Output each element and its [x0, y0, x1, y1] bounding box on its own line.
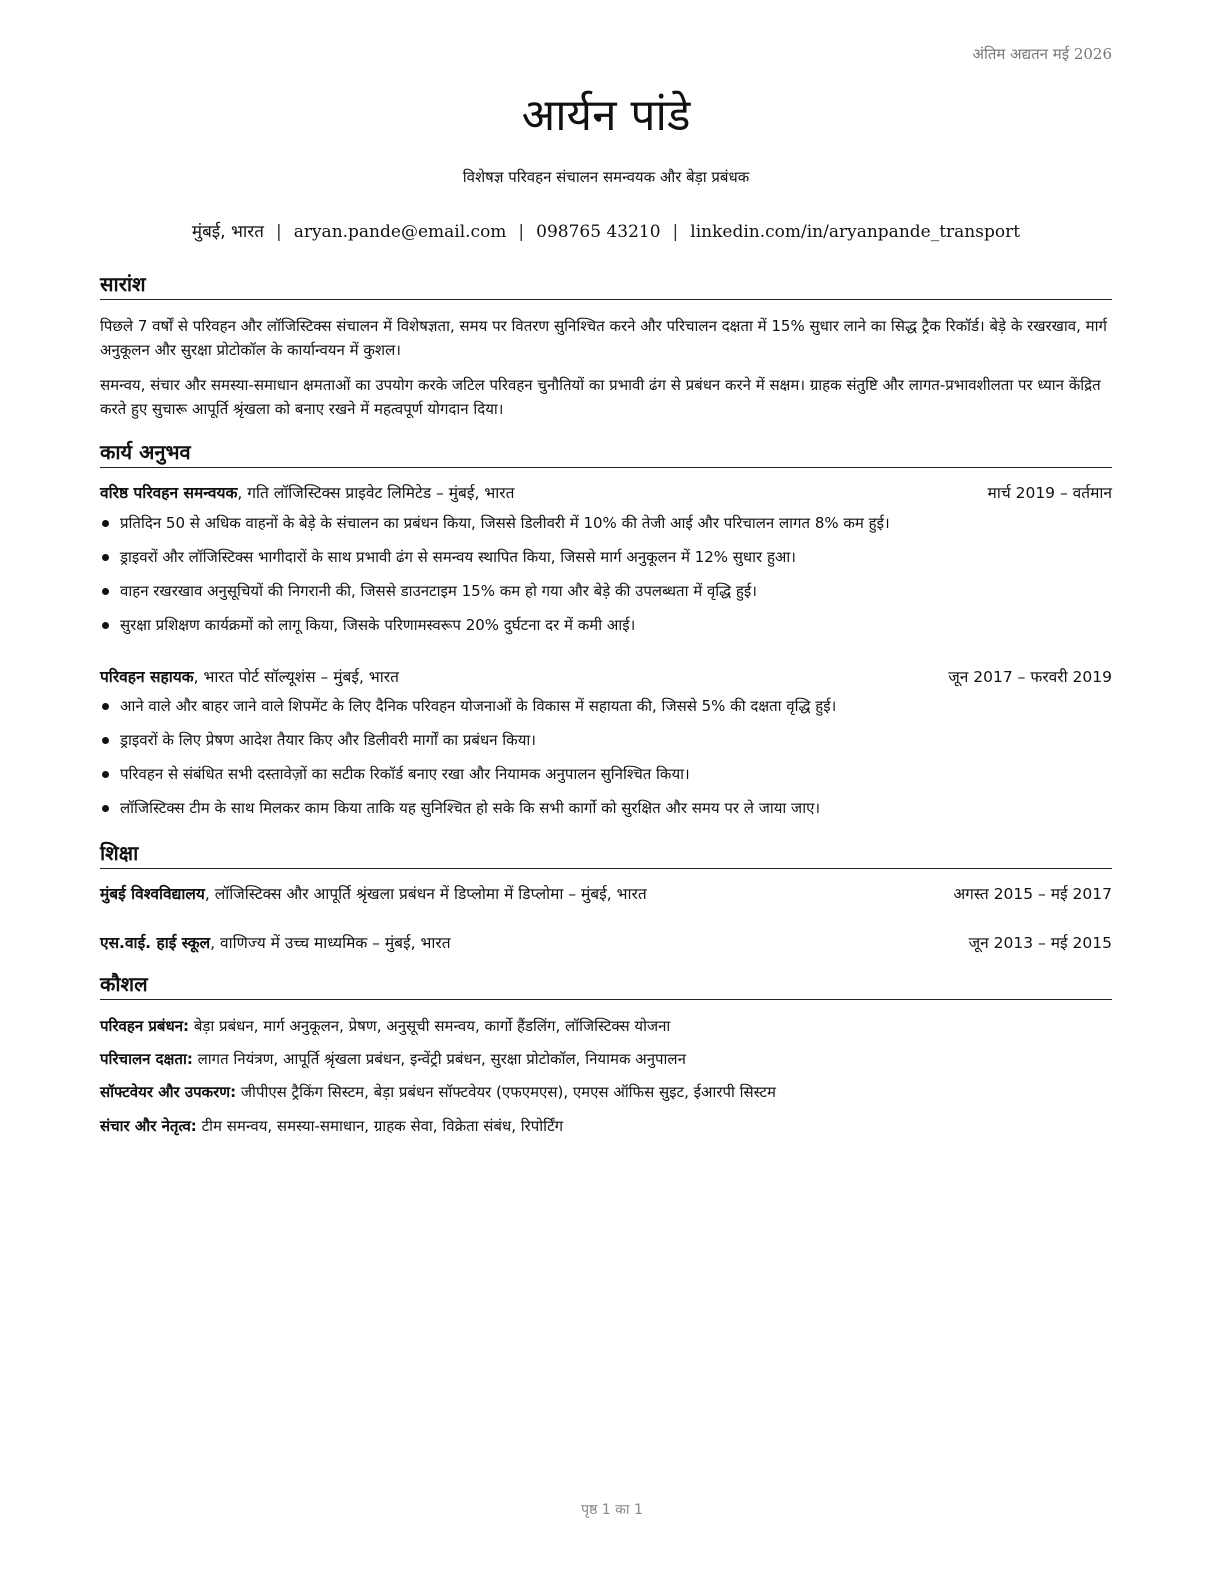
contact-separator: | — [518, 222, 525, 242]
list-item — [100, 511, 1112, 545]
job-dates: जून 2017 – फरवरी 2019 — [948, 668, 1112, 686]
skill-line — [100, 1014, 1112, 1038]
bullet-text: प्रतिदिन 50 से अधिक वाहनों के बेड़े के संचालन का प्रबंधन किया, जिससे डिलीवरी में 10% की तेजी आई और परिचालन लागत 8% कम हुई। — [120, 514, 890, 532]
summary-heading: सारांश — [100, 270, 1112, 300]
bullet-icon — [102, 771, 109, 778]
resume-page — [100, 0, 1112, 1584]
bullet-text: परिवहन से संबंधित सभी दस्तावेज़ों का सटीक रिकॉर्ड बनाए रखा और नियामक अनुपालन सुनिश्चित किया। — [120, 765, 690, 783]
bullet-icon — [102, 622, 109, 629]
bullet-icon — [102, 703, 109, 710]
education-dates: जून 2013 – मई 2015 — [968, 934, 1112, 952]
education-detail: , लॉजिस्टिक्स और आपूर्ति श्रृंखला प्रबंधन में डिप्लोमा में डिप्लोमा – मुंबई, भारत — [204, 885, 647, 903]
skills-heading: कौशल — [100, 970, 1112, 1000]
contact-line — [100, 220, 1112, 244]
skill-value: जीपीएस ट्रैकिंग सिस्टम, बेड़ा प्रबंधन सॉफ्टवेयर (एफएमएस), एमएस ऑफिस सुइट, ईआरपी सिस्टम — [236, 1083, 777, 1101]
contact-email[interactable]: aryan.pande@email.com — [293, 222, 507, 242]
job-dates: मार्च 2019 – वर्तमान — [987, 484, 1112, 502]
job-title: वरिष्ठ परिवहन समन्वयक — [100, 484, 238, 502]
list-item — [100, 694, 1112, 728]
list-item — [100, 545, 1112, 579]
job-bullets — [100, 694, 1112, 830]
bullet-icon — [102, 737, 109, 744]
contact-location: मुंबई, भारत — [191, 222, 264, 242]
bullet-text: आने वाले और बाहर जाने वाले शिपमेंट के लिए दैनिक परिवहन योजनाओं के विकास में सहायता की, जिससे 5% की दक्षता वृद्धि हुई। — [120, 697, 837, 715]
job-bullets — [100, 511, 1112, 647]
education-detail: , वाणिज्य में उच्च माध्यमिक – मुंबई, भारत — [210, 934, 451, 952]
education-item — [100, 931, 1112, 955]
contact-phone[interactable]: 098765 43210 — [536, 222, 661, 242]
bullet-text: लॉजिस्टिक्स टीम के साथ मिलकर काम किया ताकि यह सुनिश्चित हो सके कि सभी कार्गो को सुरक्षित और समय पर ले जाया जाए। — [120, 799, 821, 817]
bullet-text: सुरक्षा प्रशिक्षण कार्यक्रमों को लागू किया, जिसके परिणामस्वरूप 20% दुर्घटना दर में कमी आई। — [120, 616, 636, 634]
bullet-icon — [102, 554, 109, 561]
list-item — [100, 728, 1112, 762]
candidate-name: आर्यन पांडे — [521, 90, 691, 141]
page-number: पृष्ठ 1 का 1 — [581, 1502, 643, 1518]
skill-key: परिवहन प्रबंधन: — [100, 1017, 190, 1035]
skill-line — [100, 1114, 1112, 1138]
job-header — [100, 481, 1112, 505]
bullet-text: ड्राइवरों और लॉजिस्टिक्स भागीदारों के साथ प्रभावी ढंग से समन्वय स्थापित किया, जिससे मार्ग अनुकूलन में 12% सुधार हुआ। — [120, 548, 796, 566]
job-org: , भारत पोर्ट सॉल्यूशंस – मुंबई, भारत — [193, 668, 399, 686]
bullet-icon — [102, 520, 109, 527]
candidate-subtitle: विशेषज्ञ परिवहन संचालन समन्वयक और बेड़ा प्रबंधक — [462, 168, 750, 186]
bullet-text: ड्राइवरों के लिए प्रेषण आदेश तैयार किए और डिलीवरी मार्गों का प्रबंधन किया। — [120, 731, 536, 749]
contact-separator: | — [275, 222, 282, 242]
skill-value: लागत नियंत्रण, आपूर्ति श्रृंखला प्रबंधन, इन्वेंट्री प्रबंधन, सुरक्षा प्रोटोकॉल, नियामक अनुपालन — [192, 1050, 686, 1068]
skill-key: संचार और नेतृत्व: — [100, 1117, 197, 1135]
contact-separator: | — [672, 222, 679, 242]
summary-paragraph: समन्वय, संचार और समस्या-समाधान क्षमताओं का उपयोग करके जटिल परिवहन चुनौतियों का प्रभावी ढंग से प्रबंधन करने में सक्षम। ग्राहक संतुष्टि और लागत-प्रभावशीलता पर ध्यान केंद्रित करते हुए सुचारू आपूर्ति श्रृंखला को बनाए रखने में महत्वपूर्ण योगदान दिया। — [100, 376, 1101, 418]
bullet-icon — [102, 805, 109, 812]
list-item — [100, 796, 1112, 830]
bullet-icon — [102, 588, 109, 595]
summary-paragraph: पिछले 7 वर्षों से परिवहन और लॉजिस्टिक्स संचालन में विशेषज्ञता, समय पर वितरण सुनिश्चित करने और परिचालन दक्षता में 15% सुधार लाने का सिद्ध ट्रैक रिकॉर्ड। बेड़े के रखरखाव, मार्ग अनुकूलन और सुरक्षा प्रोटोकॉल के कार्यान्वयन में कुशल। — [100, 317, 1107, 359]
job-header — [100, 665, 1112, 689]
list-item — [100, 762, 1112, 796]
education-heading: शिक्षा — [100, 839, 1112, 869]
job-title: परिवहन सहायक — [100, 668, 194, 686]
contact-linkedin[interactable]: linkedin.com/in/aryanpande_transport — [690, 222, 1021, 242]
education-institution: एस.वाई. हाई स्कूल — [100, 934, 211, 952]
list-item — [100, 613, 1112, 647]
skill-value: टीम समन्वय, समस्या-समाधान, ग्राहक सेवा, विक्रेता संबंध, रिपोर्टिंग — [196, 1117, 564, 1135]
skill-line — [100, 1047, 1112, 1071]
last-updated: अंतिम अद्यतन मई 2026 — [972, 45, 1112, 63]
education-dates: अगस्त 2015 – मई 2017 — [953, 885, 1112, 903]
education-item — [100, 882, 1112, 906]
skill-line — [100, 1080, 1112, 1104]
skill-value: बेड़ा प्रबंधन, मार्ग अनुकूलन, प्रेषण, अनुसूची समन्वय, कार्गो हैंडलिंग, लॉजिस्टिक्स योजना — [189, 1017, 671, 1035]
bullet-text: वाहन रखरखाव अनुसूचियों की निगरानी की, जिससे डाउनटाइम 15% कम हो गया और बेड़े की उपलब्धता में वृद्धि हुई। — [120, 582, 757, 600]
skill-key: परिचालन दक्षता: — [100, 1050, 193, 1068]
job-org: , गति लॉजिस्टिक्स प्राइवेट लिमिटेड – मुंबई, भारत — [237, 484, 515, 502]
skill-key: सॉफ्टवेयर और उपकरण: — [100, 1083, 237, 1101]
experience-heading: कार्य अनुभव — [100, 438, 1112, 468]
list-item — [100, 579, 1112, 613]
education-institution: मुंबई विश्वविद्यालय — [100, 885, 205, 903]
